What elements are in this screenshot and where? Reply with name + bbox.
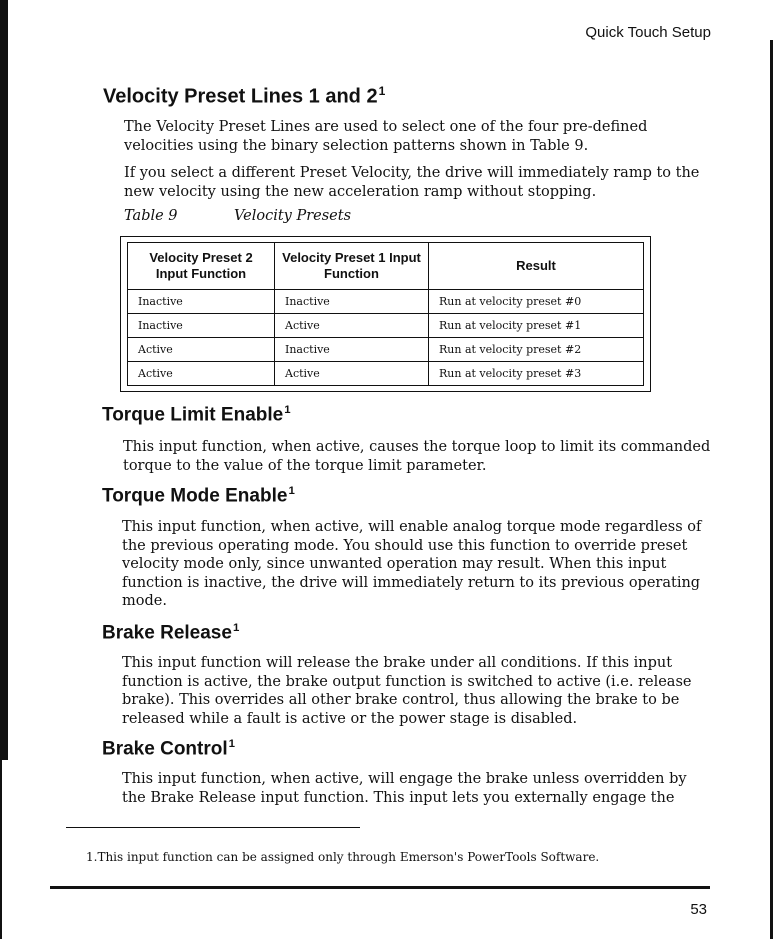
- table-caption-title: Velocity Presets: [234, 208, 352, 224]
- brake-release-paragraph: This input function will release the brake under all conditions. If this input function is active, the brake output function is switched to active (i.e. release brake). This overrides all other brake control, thus allowing the brake to be released while a fault is active or the power stage is disabled.: [122, 655, 692, 727]
- velocity-presets-table: [127, 242, 644, 386]
- table-cell: Active: [275, 314, 429, 338]
- table-header: Velocity Preset 1 Input Function: [275, 243, 429, 290]
- table-cell: Active: [275, 362, 429, 386]
- table-row: [128, 290, 644, 314]
- table-cell: Active: [128, 338, 275, 362]
- table-cell: Run at velocity preset #3: [429, 362, 644, 386]
- table-caption: [124, 208, 352, 224]
- heading-brake-release: Brake Release$^1$: [102, 622, 240, 644]
- table-row: [128, 362, 644, 386]
- table-row: [128, 338, 644, 362]
- footnote-ref: 1: [232, 622, 240, 634]
- table-row: [128, 314, 644, 338]
- footnote-ref: 1: [284, 404, 291, 416]
- table-cell: Inactive: [128, 314, 275, 338]
- velocity-presets-table-frame: [120, 236, 651, 392]
- table-cell: Run at velocity preset #2: [429, 338, 644, 362]
- heading-velocity-preset: Velocity Preset Lines 1 and $2^1$: [103, 84, 386, 108]
- page-number: 53: [690, 901, 707, 918]
- footnote-ref: 1: [288, 485, 295, 497]
- running-header: Quick Touch Setup: [585, 24, 711, 41]
- table-header: Velocity Preset 2 Input Function: [128, 243, 275, 290]
- table-cell: Active: [128, 362, 275, 386]
- torque-limit-paragraph: This input function, when active, causes the torque loop to limit its commanded torque to the value of the torque limit parameter.: [123, 439, 711, 474]
- torque-mode-paragraph: This input function, when active, will enable analog torque mode regardless of the previous operating mode. You should use this function to override preset velocity mode only, since unwanted operation may result. When this input function is inactive, the drive will immediately return to its previous operating mode.: [122, 519, 702, 609]
- table-cell: Run at velocity preset #0: [429, 290, 644, 314]
- footnote-ref: 1: [378, 84, 386, 98]
- scan-left-edge: [0, 0, 8, 760]
- heading-torque-limit: Torque Limit Enable$^1$: [102, 404, 291, 426]
- table-caption-label: Table 9: [124, 208, 178, 224]
- brake-control-paragraph: This input function, when active, will engage the brake unless overridden by the Brake Release input function. This input lets you externally engage the: [122, 771, 687, 806]
- footnote: 1.This input function can be assigned only through Emerson's PowerTools Software.: [86, 850, 600, 864]
- velocity-paragraph-2: If you select a different Preset Velocity, the drive will immediately ramp to the new velocity using the new acceleration ramp without stopping.: [124, 165, 700, 200]
- heading-torque-mode: Torque Mode Enable$^1$: [102, 485, 295, 507]
- table-header: Result: [429, 243, 644, 290]
- footnote-divider: [66, 827, 360, 828]
- scan-left-edge-thin: [0, 760, 2, 939]
- table-cell: Inactive: [275, 338, 429, 362]
- table-cell: Inactive: [128, 290, 275, 314]
- footnote-ref: 1: [228, 738, 235, 750]
- table-cell: Run at velocity preset #1: [429, 314, 644, 338]
- velocity-paragraph-1: The Velocity Preset Lines are used to select one of the four pre-defined velocities using the binary selection patterns shown in Table 9.: [124, 119, 648, 154]
- heading-brake-control: Brake Control$^1$: [102, 738, 235, 760]
- table-cell: Inactive: [275, 290, 429, 314]
- page-bottom-rule: [50, 886, 710, 889]
